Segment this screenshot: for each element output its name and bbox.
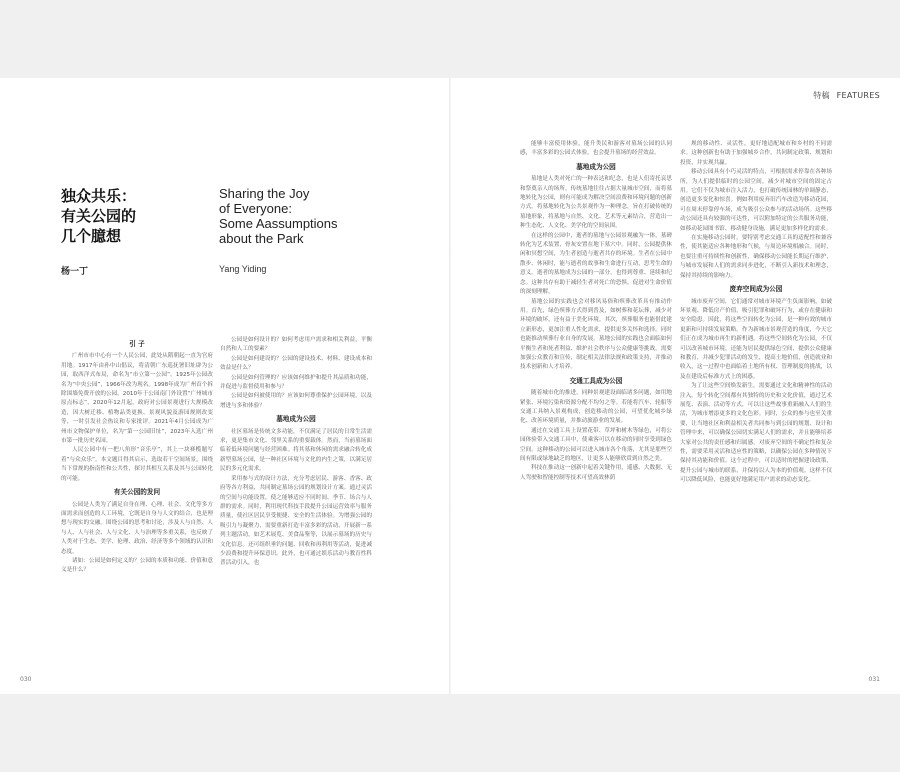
paragraph: 诸如：公园是如何定义的？公园的本质和功能、价值和意义是什么？: [61, 557, 213, 574]
title-zh-line: 有关公园的: [61, 207, 137, 225]
title-en-line: of Everyone:: [219, 201, 292, 216]
page-number-left: 030: [20, 676, 32, 683]
paragraph: 在实施移动公园时，要特别考虑交通工具的适配性和兼容性，使其能适应各种地形和气候，与周边环境相融合。同时，也要注重可持续性和创新性，确保移动公园能长期运行维护，与城市发展和人们的需求同步进化，不断引入新技术和理念，保持其持续的影响力。: [680, 235, 832, 279]
paragraph: 墓地是人类对死亡的一种表达和纪念，也是人们寄托哀思和祭奠亲人的场所。传统墓地往往占据大量城市空间，而将墓地转化为公园，则有可能成为解决空间浪费和环境问题的创新方式。将墓地转化为公共景观作为一种理念，旨在打破传统的墓地形象，将墓地与自然、文化、艺术等元素结合，营造出一种生态化、人文化、美学化的空间氛围。: [520, 176, 672, 230]
author-name-zh: 杨一丁: [61, 267, 89, 277]
author-name-en: Yang Yiding: [219, 264, 267, 274]
paragraph: 社区墓场是传统文多功能，不仅满足了居民的日常生活需求，更是集市文化、邻里关系的重要载体。然而，当前墓场面临着低环境问题与经营困难。将其墓和休闲的需求融合转化成新型墓场公园，是一种社区环境与文化的内生之策，以满足居民的多元化需求。: [220, 428, 372, 473]
paragraph: 在这样的公园中，逝者的墓地与公园景观融为一体，墓碑转化为艺术装置，骨灰安置在地下墓穴中。同时，公园提供休闲和冥想空间，为生者创造与逝者共存的环境。生者在公园中散步、休闲时，能与逝者的故事和生命进行互动，思考生命的意义。逝者的墓地成为公园的一部分，也得到尊重、延续和纪念。这种共存有助于减轻生者对死亡的恐惧，促进对生命价值的深刻理解。: [520, 232, 672, 296]
title-zh-line: 独众共乐：: [61, 187, 137, 205]
paragraph: 广州市市中心有一个人民公园，此处从隋朝起一直为官府用地。1917年由孙中山倡议，将清朝广东巡抚署旧址辟为公园，取西洋式布局，命名为“市立第一公园”。1925年公园改名为“中央公园”，1966年改为现名。1998年成为广州首个拆除围墙免费开放的公园，2010年于公园南门外设置“广州城市原点标志”，2020年12月起，政府对公园景观进行大规模改造，因大树迁移、植物品类更换、景观风貌及游园规则改变等，一时引发社会热议和专家批评。2021年4月公园成为广州市文物保护单位，名为“第一公园旧址”，2023年入选广州市第一批历史名园。: [61, 353, 213, 445]
paragraph: 公园是如何设计的？如何考虑用户需求和相关利益，平衡自然和人工的要素？: [220, 337, 372, 353]
title-en-line: Sharing the Joy: [219, 186, 310, 201]
title-zh-line: 几个臆想: [61, 227, 122, 245]
paragraph: 科技在推动这一创新中起着关键作用，遥感、大数据、无人驾驶和智能控制等技术可望高效林荫: [520, 465, 672, 481]
paragraph: 人民公园中有一把八角形“音乐亭”，其上一块赛榄题写着“与众众乐”。本文题目得其启示，选取若干空间场景，围绕当下常规的指南性和公共性，探讨其相互关系及其与公园转化的可能。: [61, 447, 213, 482]
text-column-1: [61, 336, 213, 661]
section-header: [809, 90, 880, 101]
paragraph: 为了让这些空间焕发新生，需要通过文化和精神性的活动注入。每个转化空间都有其独特的历史和文化价值，通过艺术展览、表演、活动等方式，可以让这些故事重新融入人们的生活，为城市增添更多的文化色彩。同时，公众的参与也至关重要，让当地社区和利益相关者共同参与到公园的规划、设计和管理中来，可以确保公园切实满足人们的需求，并且能够培养大家对公共的责任感和归属感。对废弃空间的不确定性和复杂性，需要采用灵活和适应性的策略，以确保公园在多种情况下保持其功能和价值。这个过程中，可以适时的把握建设政策，提升公园与城市的联系，并保持以人为本的价值观。这样不仅可以降低风险，也能更好地满足用户需求的动态变化。: [680, 383, 832, 484]
section-header-zh: 特稿: [813, 91, 830, 100]
text-column-3: [520, 140, 672, 660]
paragraph: 城市废弃空间，它们通常对城市环境产生负面影响，如破坏景观、降低房产价值，吸引犯罪和破坏行为，或存在健康和安全隐患。因此，将这些空间转化为公园，是一种有效的城市更新和可持续发展策略。作为新城市景观营造的角度，今天它们正在成为城市再生的新机遇。将这些空间转化为公园，不仅可以改善城市环境，还能为居民提供绿色空间，提供公众健康和教育，并减少犯罪活动的发生，提高土地价值，创造就业和收入，这一过程中也面临着土地所有权、管理制度的挑战，以及在建设后标准方式上的困惑。: [680, 298, 832, 380]
paragraph: 规的移动性、灵活性，更好地适配城市和乡村的不同需求。这种创新也有助于加强城乡合作，共同制定政策、规划和投资，并实现共赢。: [680, 141, 832, 166]
top-margin-band: [0, 0, 900, 78]
text-column-4: [680, 140, 832, 660]
article-title-zh: [61, 186, 136, 246]
paragraph: 采用参与式的设计方法，充分考虑居民、游客、香客、政府等各方利益，共同制定墓场公园的规划设计方案。通过灵活的空间与功能设置，使之能够适应不同时间、季节、场合与人群的需求。同时，利用现代科技手段提升公园运营效率与服务质量，使社区居民享受便捷、安全的生活体验。为增强公园的吸引力与凝聚力，需要重新打造丰富多彩的活动，开展新一系列主题活动，如艺术展览、美食品鉴等，以展示墓场的历史与文化信息。还可组织垂钓问题、回收和再利用等活动，促进减少浪费和提升环保意识。此外，也可通过娱乐活动与教育性科普活动引入，也: [220, 475, 372, 567]
section-heading: 墓地成为公园: [276, 415, 316, 424]
paragraph: 公园是如何建设的？公园的建设技术、材料、建设成本和效益是什么？: [220, 355, 372, 372]
title-en-line: about the Park: [219, 231, 304, 246]
paragraph: 公园是如何管理的？应该如何维护和提升其品质和功能，并促进与监督使用和参与？: [220, 374, 372, 391]
paragraph: 随着城市化的推进，同种景观建设面临诸多问题，如用地紧张、环境污染和资源分配不均匀之等。若能将汽车、轮船等交通工具纳入景观构成，创造移动的公园，可望优化城乡绿化、改善环境质量，并推动旅游业的发展。: [520, 390, 672, 425]
paragraph: 移动公园具有小巧灵活的特点，可根据需求停靠在各种场所，为人们提供临时的公园空间，减少对城市空间的固定占用。它们不仅为城市注入活力，也打破传统园林的单调静态，创造更多变化和惊喜。例如利用废弃旧汽车改造为移动花园，可在周末停靠停车场，成为吸引公众参与的活动场所。这些移动公园还具有较强的可达性，可以附加特定的公共服务功能，如移动花园图书馆、移动健身设施，满足更加多样化的需求。: [680, 169, 832, 232]
section-header-en: FEATURES: [836, 91, 880, 100]
bottom-margin-band: [0, 694, 900, 772]
text-column-2: [220, 336, 372, 661]
spine-gutter: [449, 78, 451, 694]
paragraph: 公园是如何被使用的？应该如何尊重保护公园环境，以及增进与多和体验？: [220, 393, 372, 409]
page-number-right: 031: [868, 676, 880, 683]
section-heading: 墓地成为公园: [576, 162, 616, 171]
section-heading: 废弃空间成为公园: [729, 285, 783, 294]
section-heading: 交通工具成为公园: [569, 376, 623, 385]
paragraph: 公园是人类为了满足自身在理、心理、社会、文化等多方面需求而创造的人工环境，它既是自身与人文的结合，也是理想与现实的交融。围绕公园的思考和讨论，涉及人与自然、人与人、人与社会、人与文化、人与治理等多重关系，也反映了人类对于生态、美学、伦理、政治、经济等多个领域的认识和态度。: [61, 501, 213, 555]
title-en-line: Some Aassumptions: [219, 216, 338, 231]
section-heading: 有关公园的发问: [113, 488, 161, 497]
section-heading: 引 子: [129, 340, 145, 348]
paragraph: 能够丰富使用体验，能升类民和游客对墓场公园的认同感，丰富多彩的公园式体验，也会提升墓场的经营效益。: [520, 141, 672, 157]
article-title-en: [219, 186, 338, 246]
paragraph: 通过在交通工具上设置花带、草坪和树木等绿色，可将公园体验带入交通工具中，使乘客可以在移动的同时享受到绿色空间。这种移动的公园可以进入城市各个角落，尤其是那些空间有限或绿地缺乏的地区，让更多人能够欣赏到自然之美。: [520, 427, 672, 462]
paragraph: 墓地公园的实践也会对移风易俗和殡葬改革具有推动作用。首先，绿色殡葬方式得到普及，如树葬和花坛葬，减少对环境的破坏，还有益于美化环境。其次，殡葬服务也能借此建立新形态，更加注重人性化需求，提供更多关怀和选择。同时也能推动殡葬行业自身的发展。墓地公园的实践也会面临如何平衡生者和死者利益、维护社会秩序与公众健康等挑战，需要加强公众教育和宣传，制定相关法律法规和政策支持，并推动技术创新和人才培养。: [520, 298, 672, 371]
magazine-spread: [0, 78, 900, 694]
